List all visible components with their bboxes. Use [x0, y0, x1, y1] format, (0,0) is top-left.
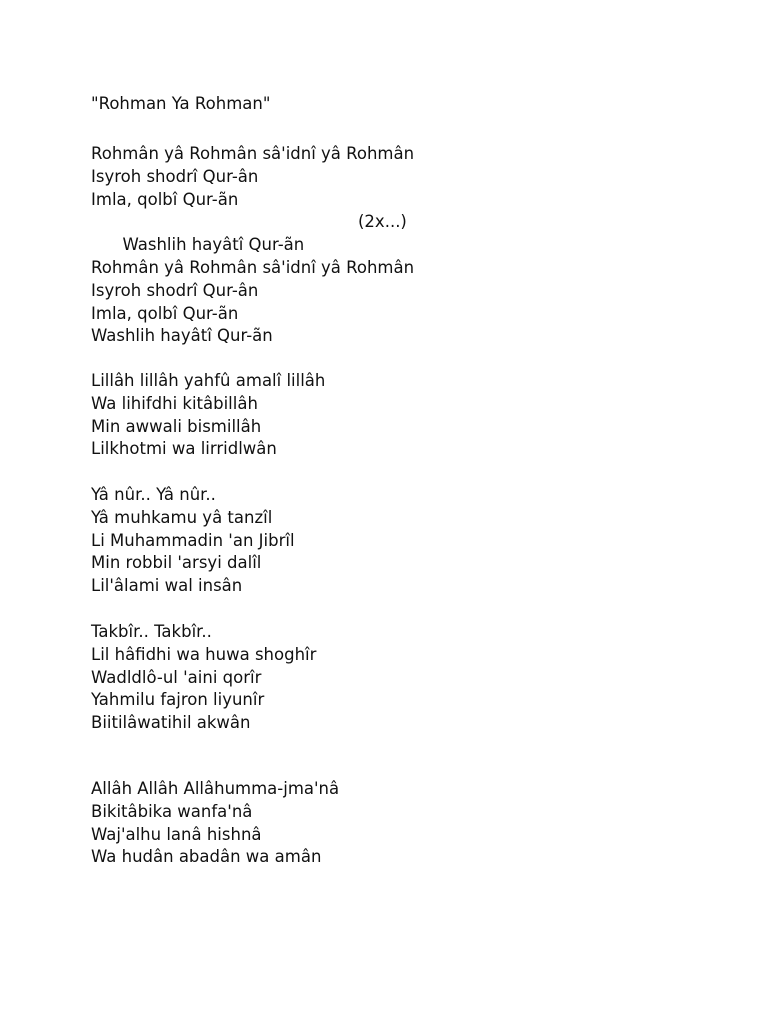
lyric-line: Waj'alhu lanâ hishnâ [91, 824, 262, 844]
stanza-6 [91, 778, 339, 869]
lyric-line: Lillâh lillâh yahfû amalî lillâh [91, 371, 326, 390]
lyric-line: Lilkhotmi wa lirridlwân [91, 439, 277, 459]
lyric-line: Rohmân yâ Rohmân sâ'idnî yâ Rohmân [91, 258, 415, 277]
lyric-line: Allâh Allâh Allâhumma-jma'nâ [91, 779, 340, 798]
lyric-line: Yâ nûr.. Yâ nûr.. [91, 485, 216, 504]
stanza-1 [91, 143, 415, 255]
lyric-line-with-repeat [91, 211, 414, 255]
lyric-line: Biitilâwatihil akwân [91, 713, 251, 733]
song-title: "Rohman Ya Rohman" [91, 94, 271, 113]
lyric-line: Lil'âlami wal insân [91, 576, 243, 596]
lyric-line: Yâ muhkamu yâ tanzîl [91, 507, 273, 527]
repeat-mark: (2x...) [358, 212, 407, 232]
lyric-line: Wa hudân abadân wa amân [91, 847, 322, 867]
lyric-line: Imla, qolbî Qur-ãn [91, 303, 239, 323]
lyric-line: Isyroh shodrî Qur-ân [91, 166, 259, 186]
stanza-5 [91, 621, 316, 735]
stanza-2 [91, 257, 414, 348]
stanza-3 [91, 370, 325, 461]
lyric-line: Rohmân yâ Rohmân sâ'idnî yâ Rohmân [91, 144, 415, 163]
lyric-line: Li Muhammadin 'an Jibrîl [91, 530, 295, 550]
lyric-line: Washlih hayâtî Qur-ãn [122, 235, 305, 255]
lyric-line: Washlih hayâtî Qur-ãn [91, 326, 273, 346]
lyric-line: Takbîr.. Takbîr.. [91, 622, 212, 641]
lyric-line: Lil hâfidhi wa huwa shoghîr [91, 644, 317, 664]
lyric-line: Bikitâbika wanfa'nâ [91, 801, 253, 821]
lyric-line: Isyroh shodrî Qur-ân [91, 280, 259, 300]
lyric-line: Min awwali bismillâh [91, 416, 262, 436]
lyric-line: Wa lihifdhi kitâbillâh [91, 393, 258, 413]
lyric-line: Min robbil 'arsyi dalîl [91, 553, 262, 573]
lyric-line: Wadldlô-ul 'aini qorîr [91, 667, 262, 687]
lyric-line: Yahmilu fajron liyunîr [91, 690, 265, 710]
lyric-line: Imla, qolbî Qur-ãn [91, 189, 239, 209]
stanza-4 [91, 484, 295, 598]
